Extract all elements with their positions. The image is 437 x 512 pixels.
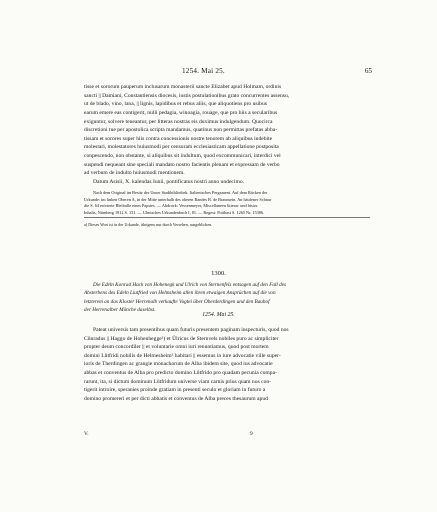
running-header [82,67,372,79]
note-line: Urkunde: im linken Oberen A, in der Mitte unterhalb des oberen Randes B. de Braunsein. An häufener Schnur [84,196,272,202]
text-line: tisse et sororum pauperum inclusarum monasterii sancte Elizabet apud Holmam, ordinis [84,84,282,90]
document-summary [84,281,370,314]
text-line: ad verbum de indulto huiusmodi mentionem. [84,170,185,177]
document-dateline: 1254. Mai 25. [202,312,235,318]
summary-line: der Herrenalber Mönche daselbst. [84,306,156,313]
text-line: propter deum concordiler || et voluntarie omni iuri renuntiamus, quod post mortem [84,344,269,351]
text-line: ut de blado, vino, lana, || lignis, lapidibus et rebus aliis, que aliquotiens pro usibus [84,101,267,108]
text-line: conpescendo, non obstante, si aliquibus sit indultum, quod excommunicari, interdici vel [84,153,281,160]
note-line: die S. 64 erörterte Bleibulle eines Papstes. — Abdruck: Vessenmeyer, Miscellaneen litterar. und histor. [84,203,259,209]
volume-mark: V. [84,431,89,437]
charter-text [84,326,370,403]
footnote-divider [84,217,370,218]
text-line: Cůnradus || Haggo de Hohenhegge¹) et Ůlricus de Sternvels nobiles puro ac simpliciter [84,335,279,342]
text-line: abbas et conventus de Alba pro predicto domino Lůtfrido pro quadam pecunia compa- [84,369,277,376]
text-line: exiguntur, solvere teneantur, per litteras nostras eis duximus indulgendum. Quocirca [84,118,273,125]
document-number: 1300. [211,270,226,277]
text-line: sancti || Damiani, Constantiensis diocesis, iustis postulationibus grato concurrentes assensu, [84,92,290,99]
text-line: domino promereri et per dicti abbatis et conventus de Alba preces thesaurum apud [84,395,268,402]
text-line: rarunt, ita, si dictum dominum Lůtfridum universe viam carnis prius quam nos con- [84,378,272,385]
text-line: tissam et sorores super hiis contra concessionis nostre tenorem ab aliquibus indebite [84,135,273,142]
note-line: Nach dem Original im Besitz der Unser Stadtbibliothek. Italienisches Pergament. Auf dem Rücken der [93,190,268,195]
summary-line: Die Edeln Konrad Hack von Hohenegk und Ulrich von Sternenfels entsagen auf den Fall des [93,282,287,288]
summary-line: Absterbens des Edeln Liutfried von Helmsheim allen ihren etwaigen Ansprüchen auf die von [84,290,276,297]
charter-text-continued [84,83,370,187]
text-line: Pateat universis tam presentibus quam futuris presentem paginam inspecturis, quod nos [93,327,289,333]
text-line: discretioni tue per apostolica scripta mandamus, quatinus non permittas prefatas abba- [84,127,278,134]
page-number: 65 [364,67,372,75]
text-line: molestari, molestatores huiusmodi per censuram ecclesiasticam appellatione postposita [84,144,279,151]
text-line: domini Lůtfridi nobilis de Helmesheim² habitari || essemus in iure advocatie ville super- [84,352,281,359]
note-line: Inhalts, Nürnberg 1812 S. 151. — Ulmisches Urkundenbuch I, 81. — Regest: Potthast S. 1265 Nr. 15386. [84,209,265,215]
summary-line: letzterem an das Kloster Herrenalb verkaufte Vogtei über Oberderdingen und den Bauhof [84,298,270,305]
text-line: ioris de Therdingen ac grangie monachorum de Alba ibidem site, quod ius advocatie [84,361,273,368]
charter-closing: Datum Asisii, X. kalendas Iunii, pontificatus nostri anno undecimo. [93,179,245,186]
text-line: suspendi nequeant sine speciali mandato nostro facientis plenam et expressam de verbo [84,161,280,168]
source-notes [84,190,370,216]
text-line: earum emere eas contigerit, nulli pedagia, winoagia, rouage, que pro hiis a secularibus [84,109,278,116]
sheet-mark: 9 [250,431,253,437]
footnote: a) Dieses Wort ist in der Urkunde, übrigens nur durch Versehen, ausgeblichen. [84,222,213,227]
text-line: tigerit introire, speranies proinde gratiam in presenti seculo et gloriam in futuro a [84,387,266,394]
header-date: 1254. Mai 25. [182,67,225,75]
